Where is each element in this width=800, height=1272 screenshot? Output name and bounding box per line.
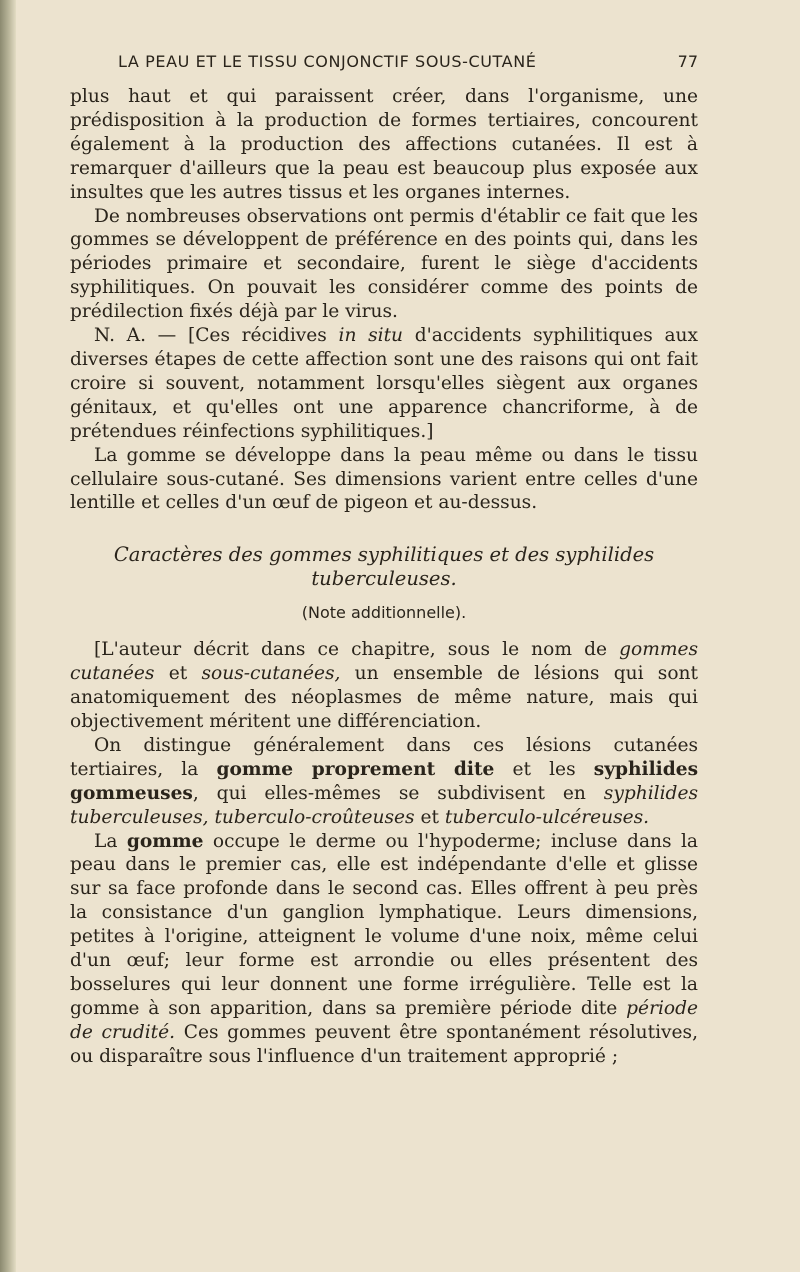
- paragraph-note-na: N. A. — [Ces récidives in situ d'accidents syphilitiques aux diverses étapes de cette affection sont une des raisons qui ont fait croire si souvent, notamment lorsqu'elles siègent aux organes génitaux, et qu'elles ont une apparence chancriforme, à de prétendues réinfections syphilitiques.]: [70, 325, 699, 442]
- page-number: 77: [677, 52, 698, 71]
- paragraph-4: La gomme se développe dans la peau même ou dans le tissu cellulaire sous-cutané. Ses dimensions varient entre celles d'une lentille et celles d'un œuf de pigeon et au-dessus.: [70, 444, 698, 514]
- paragraph-2: De nombreuses observations ont permis d'établir ce fait que les gommes se développent de préférence en des points qui, dans les périodes primaire et secondaire, furent le siège d'accidents syphilitiques. On pouvait les considérer comme des points de prédilection fixés déjà par le virus.: [70, 205, 698, 323]
- header-title: LA PEAU ET LE TISSU CONJONCTIF SOUS-CUTANÉ: [118, 52, 537, 71]
- running-header: [70, 52, 698, 71]
- page-content: [70, 52, 698, 1069]
- paragraph-7: La gomme occupe le derme ou l'hypoderme; incluse dans la peau dans le premier cas, elle est indépendante d'elle et glisse sur sa face profonde dans le second cas. Elles offrent à peu près la consistance d'un ganglion lymphatique. Leurs dimensions, petites à l'origine, atteignent le volume d'une noix, même celui d'un œuf; leur forme est arrondie ou elles présentent des bosselures qui leur donnent une forme irrégulière. Telle est la gomme à son apparition, dans sa première période dite période de crudité. Ces gommes peuvent être spontanément résolutives, ou disparaître sous l'influence d'un traitement approprié ;: [70, 830, 699, 1067]
- section-note: (Note additionnelle).: [301, 603, 467, 623]
- book-binding-edge: [0, 0, 16, 1272]
- paragraph-6: On distingue généralement dans ces lésions cutanées tertiaires, la gomme proprement dite et les syphilides gommeuses, qui elles-mêmes se subdivisent en syphilides tuberculeuses, tuberculo-croûteuses et tuberculo-ulcéreuses.: [70, 734, 699, 828]
- section-title: [70, 543, 698, 591]
- section-title-line-2: tuberculeuses.: [311, 567, 457, 591]
- section-title-line-1: Caractères des gommes syphilitiques et des syphilides: [113, 543, 655, 567]
- paragraph-5: [L'auteur décrit dans ce chapitre, sous le nom de gommes cutanées et sous-cutanées, un ensemble de lésions qui sont anatomiquement des néoplasmes de même nature, mais qui objectivement méritent une différenciation.: [70, 639, 698, 733]
- paragraph-1: plus haut et qui paraissent créer, dans l'organisme, une prédisposition à la production de formes tertiaires, concourent également à la production des affections cutanées. Il est à remarquer d'ailleurs que la peau est beaucoup plus exposée aux insultes que les autres tissus et les organes internes.: [70, 86, 698, 203]
